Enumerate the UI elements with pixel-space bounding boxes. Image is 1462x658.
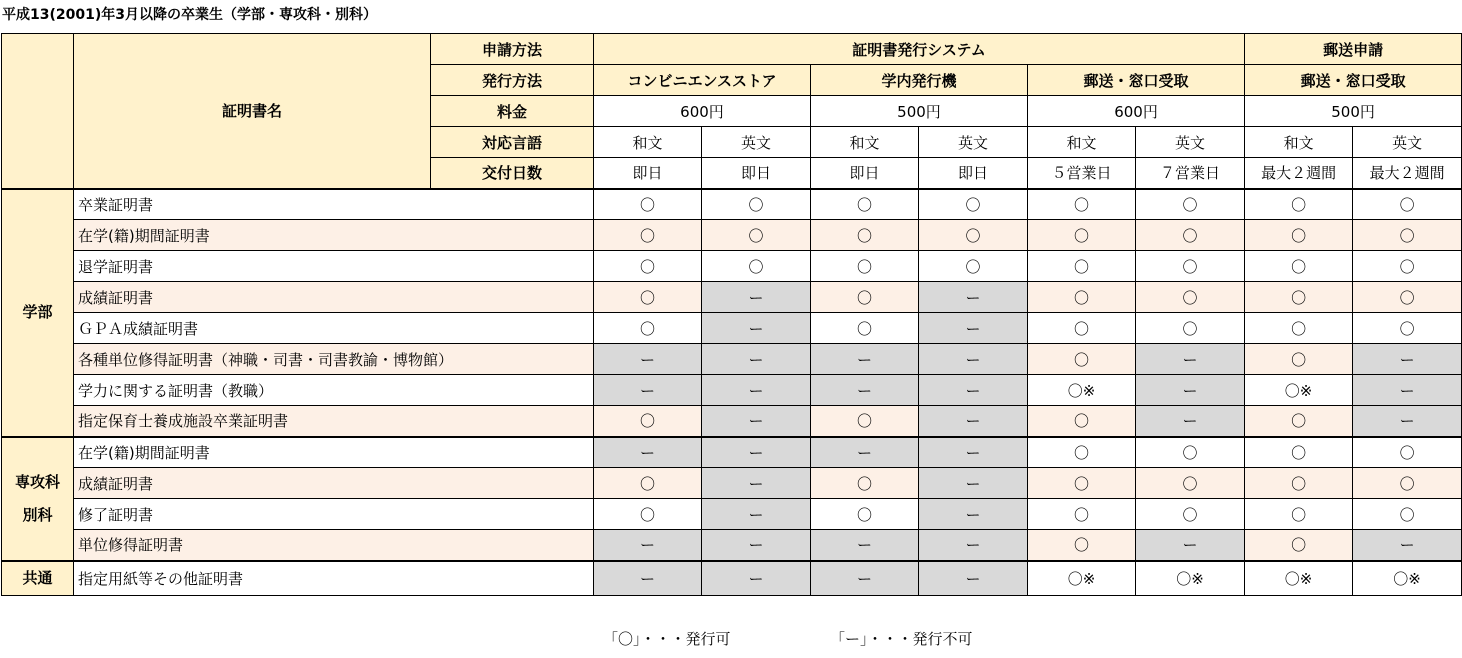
availability-cell: 〇 [811,251,919,282]
table-row [2,375,1462,406]
certificate-name: 成績証明書 [74,282,594,313]
availability-cell: 〇 [1245,437,1353,468]
certificate-name: 成績証明書 [74,468,594,499]
availability-cell: ー [919,561,1028,596]
table-row [2,220,1462,251]
availability-cell: ー [702,282,811,313]
availability-cell: ー [1353,344,1462,375]
fee-cell: 600円 [1028,96,1245,127]
apply-method-mail: 郵送申請 [1245,34,1462,65]
availability-cell: 〇 [1136,220,1245,251]
certificate-table [1,33,1462,596]
availability-cell: 〇 [1028,499,1136,530]
availability-cell: 〇 [1028,468,1136,499]
issue-method-mail-counter-2: 郵送・窓口受取 [1245,65,1462,96]
table-row [2,313,1462,344]
availability-cell: ー [1136,344,1245,375]
availability-cell: ー [702,468,811,499]
certificate-name: 各種単位修得証明書（神職・司書・司書教諭・博物館） [74,344,594,375]
language-cell: 和文 [811,127,919,158]
availability-cell: 〇 [1245,189,1353,220]
availability-cell: ー [702,499,811,530]
availability-cell: 〇 [811,499,919,530]
certificate-name: 卒業証明書 [74,189,594,220]
availability-cell: 〇 [1028,282,1136,313]
availability-cell: ー [1136,406,1245,437]
availability-cell: 〇※ [1245,375,1353,406]
row-label-language: 対応言語 [431,127,594,158]
fee-cell: 600円 [594,96,811,127]
availability-cell: ー [1353,375,1462,406]
availability-cell: ー [1136,530,1245,561]
group-label-advanced [2,437,74,561]
availability-cell: ー [594,561,702,596]
availability-cell: ー [919,530,1028,561]
delivery-days-cell: 即日 [594,158,702,189]
certificate-name: 指定保育士養成施設卒業証明書 [74,406,594,437]
availability-cell: 〇 [594,499,702,530]
language-cell: 英文 [702,127,811,158]
availability-cell: 〇※ [1245,561,1353,596]
availability-cell: 〇 [594,189,702,220]
availability-cell: ー [919,499,1028,530]
availability-cell: ー [702,313,811,344]
group-label-line: 専攻科 [14,472,60,491]
availability-cell: 〇 [702,220,811,251]
availability-cell: 〇 [594,282,702,313]
availability-cell: 〇 [594,251,702,282]
table-row [2,406,1462,437]
availability-cell: ー [919,282,1028,313]
page-title: 平成13(2001)年3月以降の卒業生（学部・専攻科・別科） [2,7,377,23]
availability-cell: 〇 [1136,437,1245,468]
row-label-fee: 料金 [431,96,594,127]
availability-cell: 〇 [1136,251,1245,282]
availability-cell: ー [919,406,1028,437]
table-row [2,530,1462,561]
availability-cell: 〇 [1353,282,1462,313]
availability-cell: 〇 [594,468,702,499]
language-cell: 和文 [1028,127,1136,158]
certificate-name: 学力に関する証明書（教職） [74,375,594,406]
availability-cell: 〇 [1245,282,1353,313]
availability-cell: 〇 [919,189,1028,220]
certificate-name: 修了証明書 [74,499,594,530]
header-cert-name: 証明書名 [74,34,431,189]
availability-cell: 〇 [1028,251,1136,282]
language-cell: 英文 [1353,127,1462,158]
fee-cell: 500円 [1245,96,1462,127]
availability-cell: 〇 [811,282,919,313]
table-row [2,499,1462,530]
availability-cell: 〇 [1245,313,1353,344]
availability-cell: ー [702,344,811,375]
language-cell: 英文 [1136,127,1245,158]
availability-cell: 〇 [811,189,919,220]
availability-cell: 〇 [1245,530,1353,561]
fee-cell: 500円 [811,96,1028,127]
availability-cell: ー [702,406,811,437]
certificate-name: 在学(籍)期間証明書 [74,220,594,251]
availability-cell: 〇 [1245,406,1353,437]
issue-method-mail-counter: 郵送・窓口受取 [1028,65,1245,96]
availability-cell: ー [919,437,1028,468]
group-label-line: 別科 [22,505,53,524]
availability-cell: ー [702,437,811,468]
availability-cell: 〇 [919,251,1028,282]
legend-available: 「〇」・・・発行可 [603,630,731,648]
availability-cell: 〇 [1028,437,1136,468]
header-corner-blank [2,34,74,189]
availability-cell: 〇 [594,220,702,251]
table-row [2,437,1462,468]
availability-cell: 〇 [1028,530,1136,561]
availability-cell: 〇 [594,406,702,437]
apply-method-system: 証明書発行システム [594,34,1245,65]
availability-cell: ー [1353,530,1462,561]
availability-cell: 〇 [1136,468,1245,499]
availability-cell: 〇 [919,220,1028,251]
availability-cell: 〇 [1028,313,1136,344]
table-row [2,282,1462,313]
delivery-days-cell: ５営業日 [1028,158,1136,189]
availability-cell: 〇 [811,468,919,499]
availability-cell: ー [702,375,811,406]
table-row [2,189,1462,220]
availability-cell: 〇 [1353,313,1462,344]
availability-cell: 〇 [1353,189,1462,220]
availability-cell: 〇※ [1028,561,1136,596]
availability-cell: ー [594,344,702,375]
issue-method-convenience-store: コンビニエンスストア [594,65,811,96]
legend-unavailable: 「ー」・・・発行不可 [830,630,973,648]
availability-cell: ー [919,375,1028,406]
availability-cell: ー [1136,375,1245,406]
availability-cell: 〇 [1136,189,1245,220]
certificate-name: 指定用紙等その他証明書 [74,561,594,596]
availability-cell: 〇 [1353,468,1462,499]
availability-cell: ー [919,344,1028,375]
availability-cell: 〇 [811,313,919,344]
delivery-days-cell: 即日 [702,158,811,189]
availability-cell: 〇 [1136,499,1245,530]
availability-cell: 〇 [1028,189,1136,220]
availability-cell: ー [811,561,919,596]
delivery-days-cell: 即日 [919,158,1028,189]
availability-cell: ー [811,344,919,375]
availability-cell: ー [702,530,811,561]
delivery-days-cell: 最大２週間 [1245,158,1353,189]
availability-cell: ー [594,437,702,468]
row-label-issue-method: 発行方法 [431,65,594,96]
availability-cell: 〇 [811,406,919,437]
delivery-days-cell: 最大２週間 [1353,158,1462,189]
availability-cell: ー [811,375,919,406]
delivery-days-cell: 即日 [811,158,919,189]
issue-method-campus-machine: 学内発行機 [811,65,1028,96]
availability-cell: ー [811,530,919,561]
availability-cell: ー [1353,406,1462,437]
availability-cell: 〇 [702,251,811,282]
availability-cell: ー [702,561,811,596]
certificate-name: 単位修得証明書 [74,530,594,561]
availability-cell: 〇 [594,313,702,344]
availability-cell: ー [811,437,919,468]
availability-cell: 〇 [1245,468,1353,499]
row-label-delivery-days: 交付日数 [431,158,594,189]
availability-cell: 〇 [1353,499,1462,530]
certificate-name: 退学証明書 [74,251,594,282]
availability-cell: 〇 [811,220,919,251]
delivery-days-cell: ７営業日 [1136,158,1245,189]
table-row [2,468,1462,499]
availability-cell: 〇 [1353,437,1462,468]
group-label-common: 共通 [2,561,74,596]
availability-cell: 〇 [1028,406,1136,437]
availability-cell: 〇 [1353,251,1462,282]
language-cell: 和文 [1245,127,1353,158]
availability-cell: 〇 [1136,282,1245,313]
certificate-name: 在学(籍)期間証明書 [74,437,594,468]
availability-cell: 〇 [1245,251,1353,282]
availability-cell: 〇 [1245,220,1353,251]
certificate-name: ＧＰＡ成績証明書 [74,313,594,344]
availability-cell: 〇※ [1136,561,1245,596]
table-row [2,561,1462,596]
availability-cell: 〇 [1245,499,1353,530]
availability-cell: 〇 [1028,220,1136,251]
group-label-faculty: 学部 [2,189,74,437]
language-cell: 和文 [594,127,702,158]
availability-cell: ー [919,313,1028,344]
availability-cell: 〇 [1245,344,1353,375]
availability-cell: 〇※ [1028,375,1136,406]
availability-cell: ー [594,530,702,561]
availability-cell: ー [594,375,702,406]
header-row-apply-method [2,34,1462,65]
availability-cell: 〇 [702,189,811,220]
table-row [2,251,1462,282]
availability-cell: ー [919,468,1028,499]
availability-cell: 〇 [1136,313,1245,344]
language-cell: 英文 [919,127,1028,158]
availability-cell: 〇※ [1353,561,1462,596]
availability-cell: 〇 [1028,344,1136,375]
availability-cell: 〇 [1353,220,1462,251]
table-row [2,344,1462,375]
row-label-apply-method: 申請方法 [431,34,594,65]
